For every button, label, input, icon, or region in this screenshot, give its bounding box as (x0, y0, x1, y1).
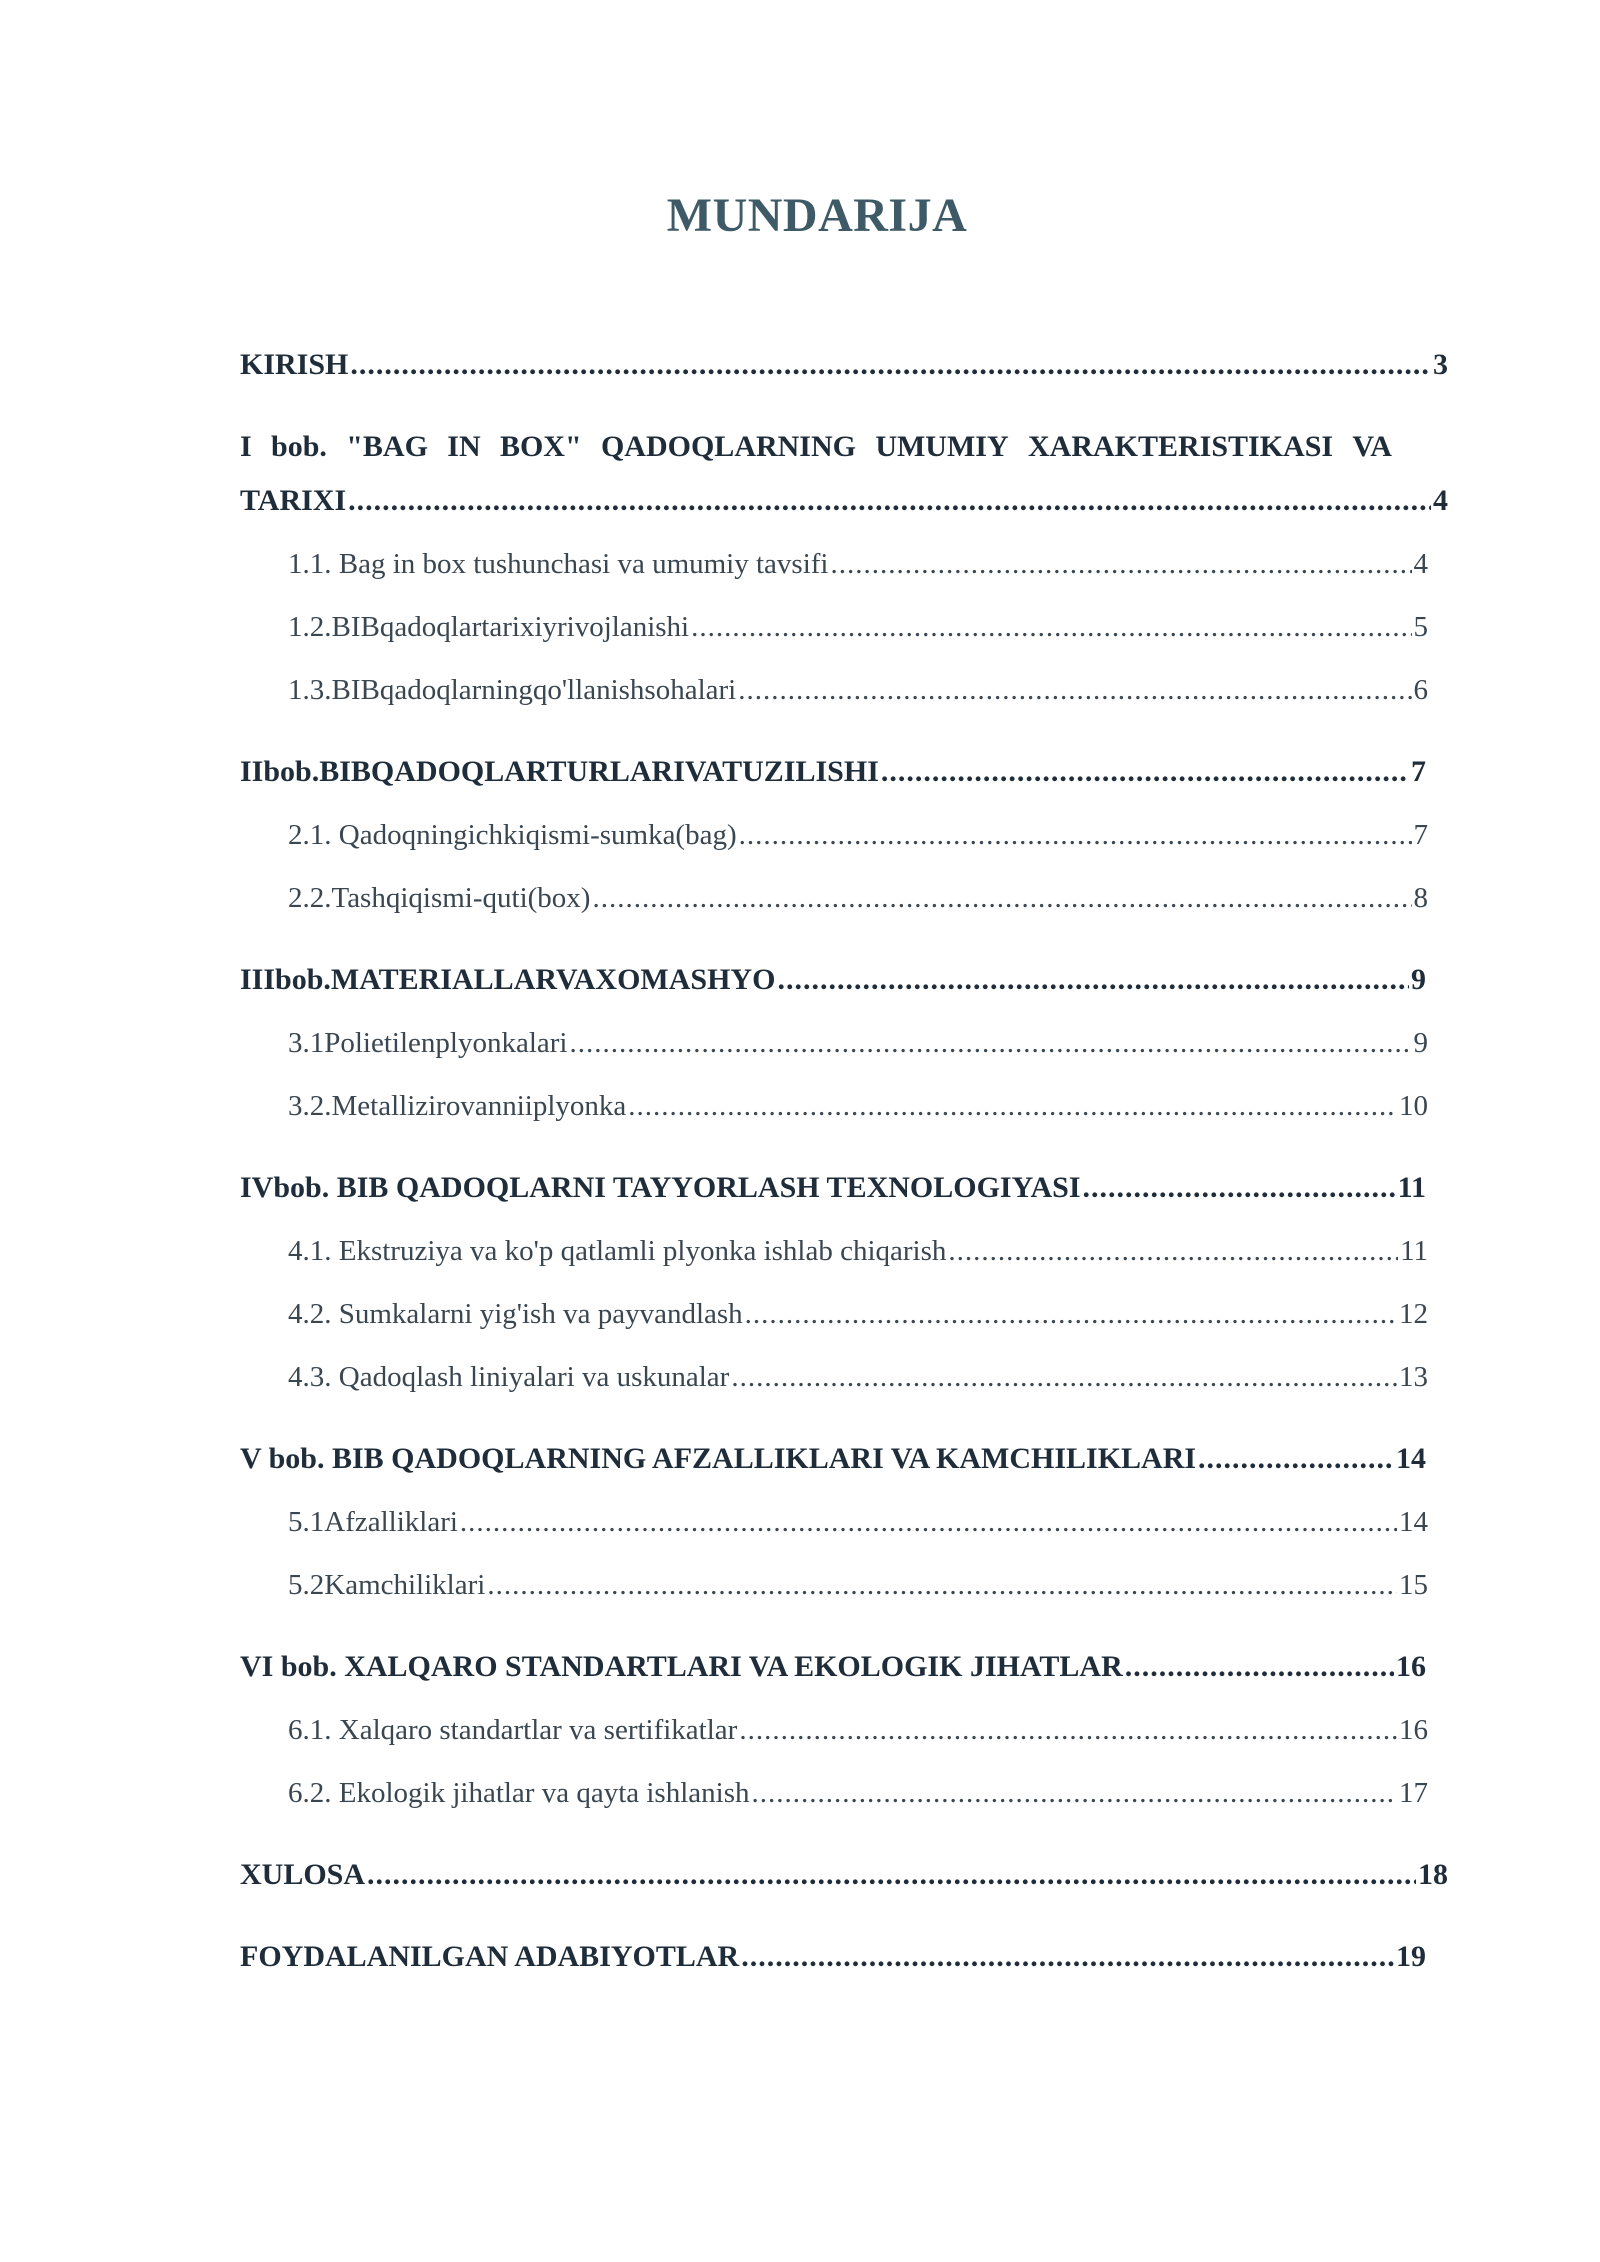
toc-entry-ch2[interactable] (240, 755, 1426, 789)
toc-page-number: 9 (1411, 963, 1426, 996)
dot-leader (739, 819, 1412, 852)
dot-leader (350, 348, 1431, 382)
toc-label: 1.1. Bag in box tushunchasi va umumiy tavsifi (288, 548, 829, 580)
toc-label: IIIbob.MATERIALLARVAXOMASHYO (240, 963, 776, 996)
toc-page-number: 6 (1413, 674, 1428, 706)
toc-label: 6.2. Ekologik jihatlar va qayta ishlanish (288, 1777, 750, 1809)
toc-label: KIRISH (240, 348, 349, 381)
dot-leader (487, 1569, 1397, 1602)
toc-page-number: 18 (1418, 1858, 1448, 1891)
toc-page-number: 16 (1396, 1650, 1426, 1683)
dot-leader (948, 1235, 1398, 1268)
toc-page-number: 15 (1399, 1569, 1428, 1601)
toc-page-number: 17 (1399, 1777, 1428, 1809)
dot-leader (739, 1714, 1397, 1747)
toc-entry-ch3[interactable] (240, 963, 1426, 997)
dot-leader (745, 1298, 1397, 1331)
toc-label: 4.2. Sumkalarni yig'ish va payvandlash (288, 1298, 743, 1330)
dot-leader (1083, 1171, 1396, 1205)
toc-word: "BAG (346, 430, 428, 463)
toc-entry-xulosa[interactable] (240, 1858, 1448, 1892)
toc-label: IVbob. BIB QADOQLARNI TAYYORLASH TEXNOLOGIYASI (240, 1171, 1081, 1204)
toc-word: VA (1352, 430, 1392, 463)
toc-page-number: 9 (1413, 1027, 1428, 1059)
toc-page-number: 13 (1399, 1361, 1428, 1393)
toc-entry-4-2[interactable] (288, 1298, 1428, 1331)
toc-page-number: 3 (1433, 348, 1448, 381)
toc-page-number: 16 (1399, 1714, 1428, 1746)
dot-leader (830, 548, 1411, 581)
toc-label: FOYDALANILGAN ADABIYOTLAR (240, 1940, 740, 1973)
toc-entry-ch6[interactable] (240, 1650, 1426, 1684)
toc-page-number: 14 (1399, 1506, 1428, 1538)
toc-page-number: 14 (1396, 1442, 1426, 1475)
toc-label: 4.3. Qadoqlash liniyalari va uskunalar (288, 1361, 730, 1393)
page-title: MUNDARIJA (666, 189, 968, 242)
toc-word: bob. (271, 430, 327, 463)
dot-leader (628, 1090, 1397, 1123)
toc-label: 1.2.BIBqadoqlartarixiyrivojlanishi (288, 611, 690, 643)
dot-leader (1198, 1442, 1394, 1476)
dot-leader (1125, 1650, 1394, 1684)
toc-entry-adabiyotlar[interactable] (240, 1940, 1426, 1974)
toc-entry-ch5[interactable] (240, 1442, 1426, 1476)
toc-entry-1-2[interactable] (288, 611, 1428, 644)
toc-entry-4-1[interactable] (288, 1235, 1428, 1268)
toc-label: 4.1. Ekstruziya va ko'p qatlamli plyonka ishlab chiqarish (288, 1235, 947, 1267)
toc-page-number: 5 (1413, 611, 1428, 643)
toc-entry-6-1[interactable] (288, 1714, 1428, 1747)
toc-label: 3.2.Metallizirovanniiplyonka (288, 1090, 627, 1122)
dot-leader (777, 963, 1409, 997)
toc-word: XARAKTERISTIKASI (1027, 430, 1334, 463)
toc-entry-5-2[interactable] (288, 1569, 1428, 1602)
dot-leader (731, 1361, 1397, 1394)
toc-page-number: 11 (1397, 1171, 1426, 1204)
toc-entry-1-3[interactable] (288, 674, 1428, 707)
toc-entry-3-1[interactable] (288, 1027, 1428, 1060)
toc-label: VI bob. XALQARO STANDARTLARI VA EKOLOGIK JIHATLAR (240, 1650, 1123, 1683)
toc-label: TARIXI (240, 484, 347, 517)
toc-page-number: 12 (1399, 1298, 1428, 1330)
toc-page-number: 7 (1411, 755, 1426, 788)
toc-label: IIbob.BIBQADOQLARTURLARIVATUZILISHI (240, 755, 879, 788)
toc-page-number: 10 (1399, 1090, 1428, 1122)
toc-word: QADOQLARNING (600, 430, 856, 463)
toc-entry-6-2[interactable] (288, 1777, 1428, 1810)
toc-label: 5.2Kamchiliklari (288, 1569, 486, 1601)
dot-leader (741, 1940, 1394, 1974)
toc-word: UMUMIY (875, 430, 1009, 463)
toc-label: 2.2.Tashqiqismi-quti(box) (288, 882, 591, 914)
toc-page-number: 8 (1413, 882, 1428, 914)
toc-entry-ch1-line1[interactable] (240, 430, 1392, 464)
dot-leader (752, 1777, 1398, 1810)
toc-page-number: 7 (1413, 819, 1428, 851)
toc-entry-4-3[interactable] (288, 1361, 1428, 1394)
toc-entry-2-2[interactable] (288, 882, 1428, 915)
dot-leader (881, 755, 1409, 789)
dot-leader (460, 1506, 1397, 1539)
dot-leader (738, 674, 1411, 707)
toc-entry-3-2[interactable] (288, 1090, 1428, 1123)
toc-page-number: 19 (1396, 1940, 1426, 1973)
toc-label: 3.1Polietilenplyonkalari (288, 1027, 568, 1059)
toc-page-number: 11 (1400, 1235, 1428, 1267)
dot-leader (367, 1858, 1416, 1892)
toc-label: 2.1. Qadoqningichkiqismi-sumka(bag) (288, 819, 737, 851)
toc-word: I (240, 430, 252, 463)
dot-leader (592, 882, 1411, 915)
toc-page-number: 4 (1433, 484, 1448, 517)
toc-entry-ch4[interactable] (240, 1171, 1426, 1205)
toc-label: 6.1. Xalqaro standartlar va sertifikatlar (288, 1714, 738, 1746)
dot-leader (691, 611, 1411, 644)
toc-entry-1-1[interactable] (288, 548, 1428, 581)
toc-label: XULOSA (240, 1858, 366, 1891)
dot-leader (348, 484, 1431, 518)
toc-word: BOX" (499, 430, 582, 463)
dot-leader (569, 1027, 1411, 1060)
toc-entry-kirish[interactable] (240, 348, 1448, 382)
toc-label: V bob. BIB QADOQLARNING AFZALLIKLARI VA KAMCHILIKLARI (240, 1442, 1197, 1475)
toc-page-number: 4 (1413, 548, 1428, 580)
toc-word: IN (447, 430, 481, 463)
toc-label: 1.3.BIBqadoqlarningqo'llanishsohalari (288, 674, 737, 706)
toc-entry-ch1[interactable] (240, 484, 1448, 518)
toc-entry-5-1[interactable] (288, 1506, 1428, 1539)
toc-entry-2-1[interactable] (288, 819, 1428, 852)
toc-label: 5.1Afzalliklari (288, 1506, 458, 1538)
